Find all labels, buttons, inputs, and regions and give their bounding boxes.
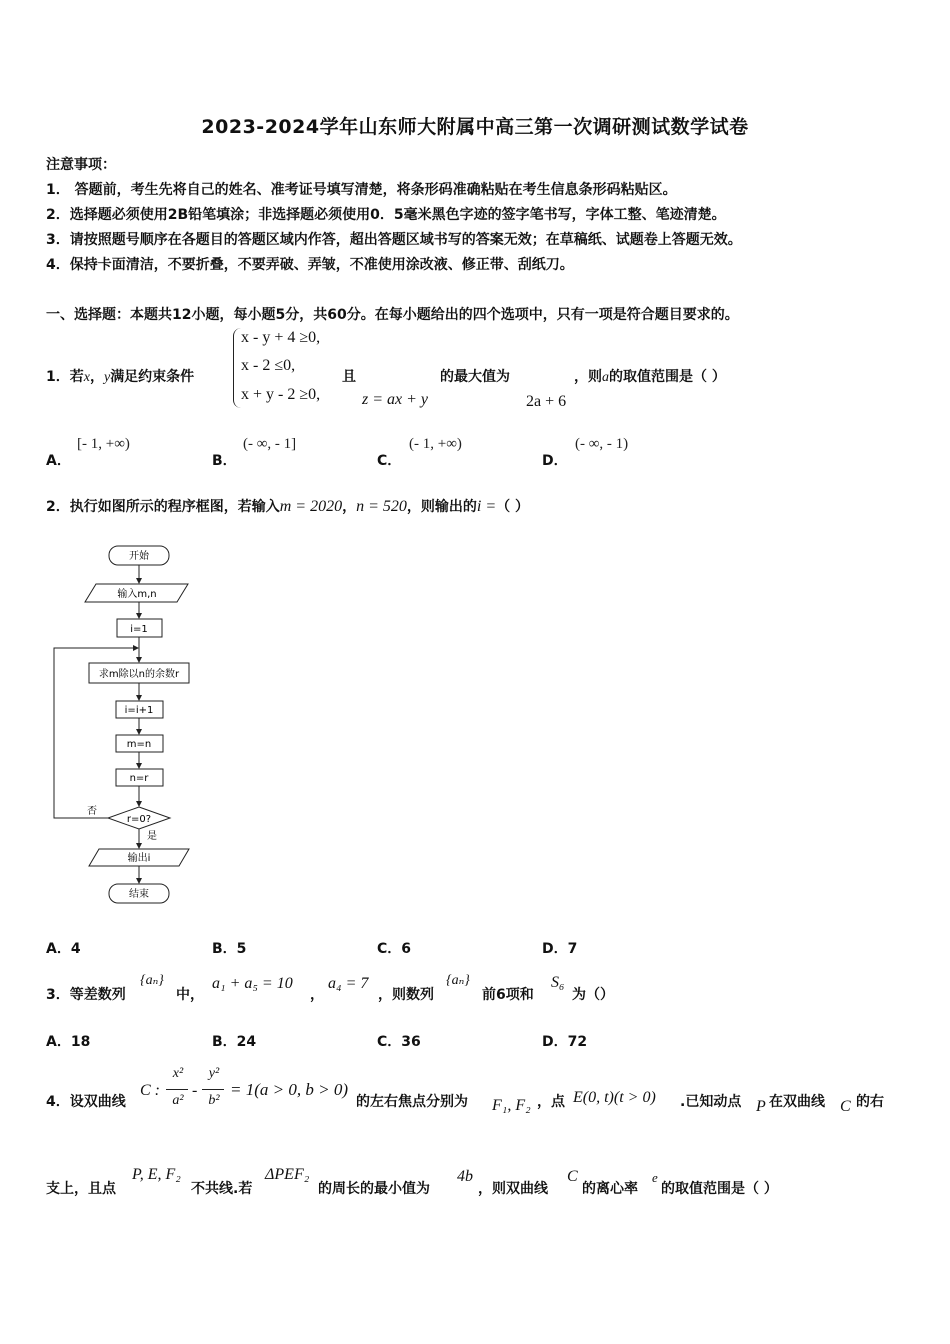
q1-max-label: 的最大值为 — [440, 369, 510, 385]
q3-s6: S₆ — [551, 974, 565, 991]
constraint-2: x - 2 ≤0, — [241, 357, 296, 374]
flow-output-text: 输出i — [127, 853, 151, 864]
q3-sep: ， — [310, 987, 324, 1003]
q3-option-a[interactable]: A．18 — [46, 1034, 91, 1050]
q4-foci: F₁, F₂ — [492, 1097, 531, 1114]
q2-option-b[interactable]: B．5 — [212, 941, 247, 957]
flow-remainder-text: 求m除以n的余数r — [98, 669, 180, 680]
q4-points: P, E, F₂ — [132, 1166, 181, 1183]
q4-prefix: 4．设双曲线 — [46, 1094, 126, 1110]
flow-yes-label: 是 — [147, 831, 157, 842]
q4-line2-a: 支上，且点 — [46, 1181, 116, 1197]
q2-option-d[interactable]: D．7 — [542, 941, 578, 957]
q4-frac2-num: y² — [208, 1066, 220, 1081]
notice-heading: 注意事项： — [46, 157, 116, 173]
constraint-1: x - y + 4 ≥0, — [241, 329, 321, 346]
q4-mid4: 在双曲线 — [769, 1094, 825, 1110]
flow-start-text: 开始 — [129, 551, 149, 562]
q3-mid3: 前6项和 — [482, 987, 534, 1003]
q3-mid1: 中， — [176, 987, 204, 1003]
q4-point-p: P — [756, 1098, 766, 1115]
q4-minus: - — [192, 1082, 198, 1099]
q4-curve-c: C — [840, 1098, 851, 1115]
q4-line2-d: ，则双曲线 — [478, 1181, 548, 1197]
q1-option-c-label[interactable]: C． — [377, 453, 402, 469]
q1-option-b-value: (- ∞, - 1] — [243, 436, 297, 452]
flowchart — [40, 540, 210, 910]
q4-mid1: 的左右焦点分别为 — [356, 1094, 468, 1110]
q1-option-c-value: (- 1, +∞) — [409, 436, 462, 452]
notice-item-3: 3．请按照题号顺序在各题目的答题区域内作答，超出答题区域书写的答案无效；在草稿纸、试题卷上答题无效。 — [46, 232, 742, 248]
flow-n-assign-text: n=r — [129, 773, 149, 784]
q4-frac2-den: b² — [208, 1093, 220, 1108]
q4-mid3: .已知动点 — [680, 1094, 742, 1110]
q4-line2-f: 的取值范围是（ ） — [661, 1181, 778, 1197]
q3-mid2: ，则数列 — [378, 987, 434, 1003]
q4-frac1-bar — [166, 1089, 188, 1090]
flow-init-text: i=1 — [130, 624, 148, 635]
q4-frac1-num: x² — [172, 1066, 184, 1081]
q3-sequence: {aₙ} — [140, 973, 164, 988]
q4-frac1-den: a² — [172, 1093, 184, 1108]
q4-triangle: ΔPEF₂ — [265, 1166, 310, 1183]
q1-option-d-value: (- ∞, - 1) — [575, 436, 629, 452]
q4-line2-b: 不共线.若 — [191, 1181, 253, 1197]
q3-equation-1: a₁ + a₅ = 10 — [212, 975, 293, 992]
q1-objective: z = ax + y — [362, 391, 429, 408]
notice-item-2: 2．选择题必须使用2B铅笔填涂；非选择题必须使用0．5毫米黑色字迹的签字笔书写，字体工整、笔迹清楚。 — [46, 207, 726, 223]
q1-option-a-label[interactable]: A． — [46, 453, 71, 469]
q4-line2-e: 的离心率 — [582, 1181, 638, 1197]
constraint-3: x + y - 2 ≥0, — [241, 386, 321, 403]
section-heading: 一、选择题：本题共12小题，每小题5分，共60分。在每小题给出的四个选项中，只有一项是符合题目要求的。 — [46, 307, 739, 323]
q4-curve-name: C : — [140, 1082, 160, 1099]
q1-option-b-label[interactable]: B． — [212, 453, 237, 469]
q3-option-c[interactable]: C．36 — [377, 1034, 421, 1050]
q3-prefix: 3．等差数列 — [46, 987, 126, 1003]
q4-point-e: E(0, t)(t > 0) — [573, 1089, 656, 1106]
q1-option-a-value: [- 1, +∞) — [77, 436, 130, 452]
q4-frac2-bar — [202, 1089, 224, 1090]
notice-item-1: 1． 答题前，考生先将自己的姓名、准考证号填写清楚，将条形码准确粘贴在考生信息条形码粘贴区。 — [46, 182, 677, 198]
q4-four-b: 4b — [457, 1168, 473, 1185]
q3-equation-2: a₄ = 7 — [328, 975, 369, 992]
q2-text: 2．执行如图所示的程序框图，若输入m = 2020，n = 520，则输出的i =（ ） — [46, 498, 530, 515]
q4-line2-c: 的周长的最小值为 — [318, 1181, 430, 1197]
q3-option-b[interactable]: B．24 — [212, 1034, 257, 1050]
flow-input-text: 输入m,n — [117, 589, 157, 600]
q3-sequence-2: {aₙ} — [446, 973, 470, 988]
flow-m-assign-text: m=n — [126, 739, 152, 750]
q4-equation-rest: = 1(a > 0, b > 0) — [230, 1080, 348, 1099]
q1-max-value: 2a + 6 — [526, 393, 567, 410]
q3-tail: 为（） — [572, 987, 614, 1003]
q2-option-a[interactable]: A．4 — [46, 941, 81, 957]
flow-condition-text: r=0? — [126, 814, 152, 825]
flow-end-text: 结束 — [129, 889, 149, 900]
q4-eccentricity: e — [652, 1170, 658, 1185]
q4-mid5: 的右 — [856, 1094, 884, 1110]
q1-option-d-label[interactable]: D． — [542, 453, 568, 469]
notice-item-4: 4．保持卡面清洁，不要折叠，不要弄破、弄皱，不准使用涂改液、修正带、刮纸刀。 — [46, 257, 574, 273]
page-title: 2023-2024学年山东师大附属中高三第一次调研测试数学试卷 — [201, 116, 749, 138]
q2-option-c[interactable]: C．6 — [377, 941, 412, 957]
q1-text-start: 1．若x，y满足约束条件 — [46, 369, 195, 385]
q1-and: 且 — [342, 369, 356, 385]
q4-mid2: ，点 — [537, 1094, 565, 1110]
q4-curve-c-2: C — [567, 1168, 578, 1185]
flow-increment-text: i=i+1 — [124, 705, 154, 716]
q3-option-d[interactable]: D．72 — [542, 1034, 588, 1050]
flow-no-label: 否 — [87, 806, 97, 817]
q1-text-end: ，则a的取值范围是（ ） — [574, 369, 726, 385]
